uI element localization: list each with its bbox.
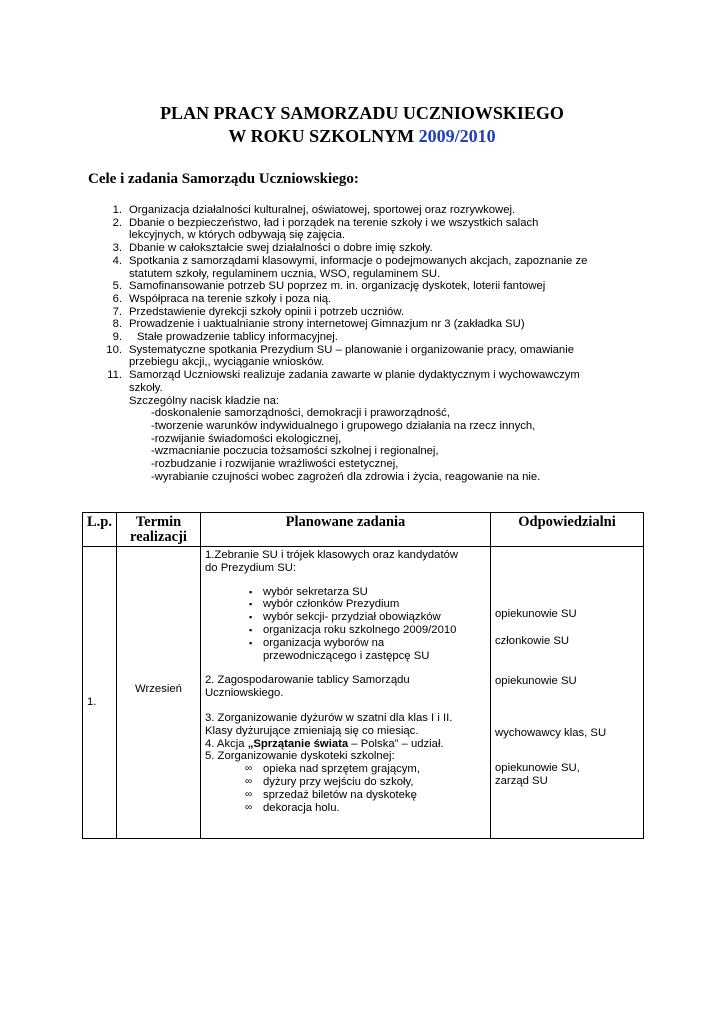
goal-item-number: 5.: [112, 280, 122, 293]
square-bullet-icon: ▪: [249, 612, 253, 623]
task5-item: [205, 802, 486, 815]
goal-item-line: [0, 356, 649, 369]
header-term-line1: Termin: [135, 514, 182, 530]
goal-item-text: Samorząd Uczniowski realizuje zadania zawarte w planie dydaktycznym i wychowawczym: [129, 369, 580, 382]
task4-action: „Sprzątanie świata: [247, 737, 349, 750]
row-lp-cell: [83, 547, 117, 839]
header-term-line2: realizacji: [130, 529, 187, 545]
resp-5-line1: opiekunowie SU,: [495, 762, 580, 775]
task5-item-text: opieka nad sprzętem grającym,: [263, 763, 420, 776]
square-bullet-icon: ▪: [249, 586, 253, 597]
goal-item-number: 3.: [112, 242, 122, 255]
goal-item-number: 9.: [112, 331, 122, 344]
task5-item-text: sprzedaż biletów na dyskotekę: [263, 788, 417, 801]
task4-prefix: 4. Akcja: [205, 737, 248, 750]
row-term: Wrzesień: [135, 683, 182, 695]
goal-item-line: [0, 382, 649, 395]
infinity-bullet-icon: ∞: [245, 763, 253, 775]
goal-item-text: przebiegu akcji,, wyciąganie wniosków.: [129, 356, 325, 369]
goal-item-text: Dbanie o bezpieczeństwo, ład i porządek na terenie szkoły i we wszystkich salach: [129, 216, 539, 229]
task1-line1: 1.Zebranie SU i trójek klasowych oraz kandydatów: [205, 549, 459, 561]
square-bullet-icon: ▪: [249, 599, 253, 610]
emphasis-item: -rozwijanie świadomości ekologicznej,: [151, 432, 342, 445]
task4: [205, 738, 486, 751]
header-responsible: Odpowiedzialni: [491, 513, 644, 547]
table-row: [83, 547, 644, 839]
task2-line1: 2. Zagospodarowanie tablicy Samorządu: [205, 674, 410, 687]
task5-line1: 5. Zorganizowanie dyskoteki szkolnej:: [205, 750, 395, 763]
task1-bullet-text: organizacja roku szkolnego 2009/2010: [263, 623, 457, 636]
goal-item-line: [0, 255, 649, 268]
goal-item-line: [0, 318, 649, 331]
plan-table: [82, 512, 644, 839]
goal-item-text: Stałe prowadzenie tablicy informacyjnej.: [137, 331, 338, 344]
school-year: 2009/2010: [418, 126, 496, 146]
task5-item-text: dekoracja holu.: [263, 801, 340, 814]
row-term-cell: [117, 547, 201, 839]
subtitle-prefix: W ROKU SZKOLNYM: [228, 126, 415, 146]
task4-suffix: – Polska” – udział.: [348, 737, 444, 750]
task1-bullet-text: wybór członków Prezydium: [263, 598, 400, 611]
goal-item-line: [0, 369, 649, 382]
goal-item-number: 11.: [107, 369, 122, 382]
goal-item-line: [0, 331, 649, 344]
goal-item-text: Dbanie w całokształcie swej działalności o dobre imię szkoły.: [129, 242, 433, 255]
task1-bullets: [205, 586, 486, 650]
goal-item-number: 10.: [106, 343, 122, 356]
header-lp: L.p.: [83, 513, 117, 547]
goal-item-text: Prowadzenie i uaktualnianie strony internetowej Gimnazjum nr 3 (zakładka SU): [129, 318, 525, 331]
row-tasks-cell: [201, 547, 491, 839]
goal-item-text: statutem szkoły, regulaminem ucznia, WSO, regulaminem SU.: [129, 267, 441, 280]
goal-item-line: [0, 217, 649, 230]
header-tasks: Planowane zadania: [201, 513, 491, 547]
resp-5-line2: zarząd SU: [495, 774, 548, 787]
infinity-bullet-icon: ∞: [245, 788, 253, 800]
resp-2: członkowie SU: [495, 634, 570, 647]
task3-line2: Klasy dyżurujące zmieniają się co miesiąc.: [205, 724, 419, 737]
task1-bullet: [205, 637, 486, 650]
task1-bullet-text: wybór sekcji- przydział obowiązków: [263, 611, 441, 624]
goal-item-text: Organizacja działalności kulturalnej, oświatowej, sportowej oraz rozrywkowej.: [129, 204, 516, 216]
goal-item-line: [0, 268, 649, 281]
goal-item-number: 1.: [112, 204, 122, 216]
goal-item-text: Systematyczne spotkania Prezydium SU – planowanie i organizowanie pracy, omawianie: [129, 343, 574, 356]
task1-bullet: [205, 586, 486, 599]
resp-1: opiekunowie SU: [495, 608, 577, 620]
goal-item-text: szkoły.: [129, 381, 163, 394]
goals-heading: Cele i zadania Samorządu Uczniowskiego:: [88, 171, 359, 187]
page-subtitle: [0, 126, 724, 147]
row-lp: 1.: [87, 696, 97, 708]
goal-item-line: [0, 242, 649, 255]
header-term: [117, 513, 201, 547]
task3-line1: 3. Zorganizowanie dyżurów w szatni dla klas I i II.: [205, 711, 453, 724]
task1-bullet: [205, 624, 486, 637]
task1-bullet-text: wybór sekretarza SU: [263, 585, 368, 598]
task5-items: [205, 763, 486, 814]
task5-item-text: dyżury przy wejściu do szkoły,: [263, 775, 414, 788]
page-title: PLAN PRACY SAMORZADU UCZNIOWSKIEGO: [160, 103, 564, 123]
task5-item: [205, 789, 486, 802]
goal-item-line: [0, 229, 649, 242]
goal-item-line: [0, 280, 649, 293]
task1-bullet-text: organizacja wyborów na: [263, 636, 385, 649]
infinity-bullet-icon: ∞: [245, 801, 253, 813]
emphasis-item: -wyrabianie czujności wobec zagrożeń dla zdrowia i życia, reagowanie na nie.: [151, 470, 541, 483]
goals-list: [0, 204, 724, 483]
goal-item-number: 8.: [112, 318, 122, 331]
task5-item: [205, 776, 486, 789]
square-bullet-icon: ▪: [249, 637, 253, 648]
goal-item-text: Przedstawienie dyrekcji szkoły opinii i potrzeb uczniów.: [129, 305, 405, 318]
goal-item-text: Samofinansowanie potrzeb SU poprzez m. in. organizację dyskotek, loterii fantowej: [129, 280, 546, 293]
emphasis-item: -tworzenie warunków indywidualnego i grupowego działania na rzecz innych,: [151, 419, 536, 432]
emphasis-intro: Szczególny nacisk kładzie na:: [129, 394, 280, 407]
goal-item-number: 6.: [112, 292, 122, 305]
task5-item: [205, 763, 486, 776]
task1-bullet: [205, 611, 486, 624]
emphasis-item: -doskonalenie samorządności, demokracji i praworządność,: [151, 407, 450, 420]
resp-4: wychowawcy klas, SU: [495, 727, 607, 740]
goal-item-text: lekcyjnych, w których odbywają się zajęcia.: [129, 229, 345, 242]
emphasis-item: -wzmacnianie poczucia tożsamości szkolnej i regionalnej,: [151, 445, 439, 458]
resp-3: opiekunowie SU: [495, 674, 577, 687]
row-responsible-cell: [491, 547, 644, 839]
task1-bullet-continuation: przewodniczącego i zastępcę SU: [263, 649, 430, 662]
square-bullet-icon: ▪: [249, 624, 253, 635]
infinity-bullet-icon: ∞: [245, 775, 253, 787]
task1-bullet: [205, 598, 486, 611]
goal-item-text: Spotkania z samorządami klasowymi, informacje o podejmowanych akcjach, zapoznanie ze: [129, 254, 588, 267]
goal-item-line: [0, 344, 649, 357]
goal-item-number: 4.: [112, 254, 122, 267]
emphasis-item: -rozbudzanie i rozwijanie wrażliwości estetycznej,: [151, 458, 399, 471]
goal-item-text: Współpraca na terenie szkoły i poza nią.: [129, 292, 332, 305]
task1-line2: do Prezydium SU:: [205, 561, 297, 574]
goal-item-line: [0, 306, 649, 319]
task2-line2: Uczniowskiego.: [205, 687, 284, 700]
goal-item-number: 2.: [112, 216, 122, 229]
goal-item-line: [0, 204, 649, 217]
table-header-row: [83, 513, 644, 547]
goal-item-line: [0, 293, 649, 306]
goal-item-number: 7.: [112, 305, 122, 318]
